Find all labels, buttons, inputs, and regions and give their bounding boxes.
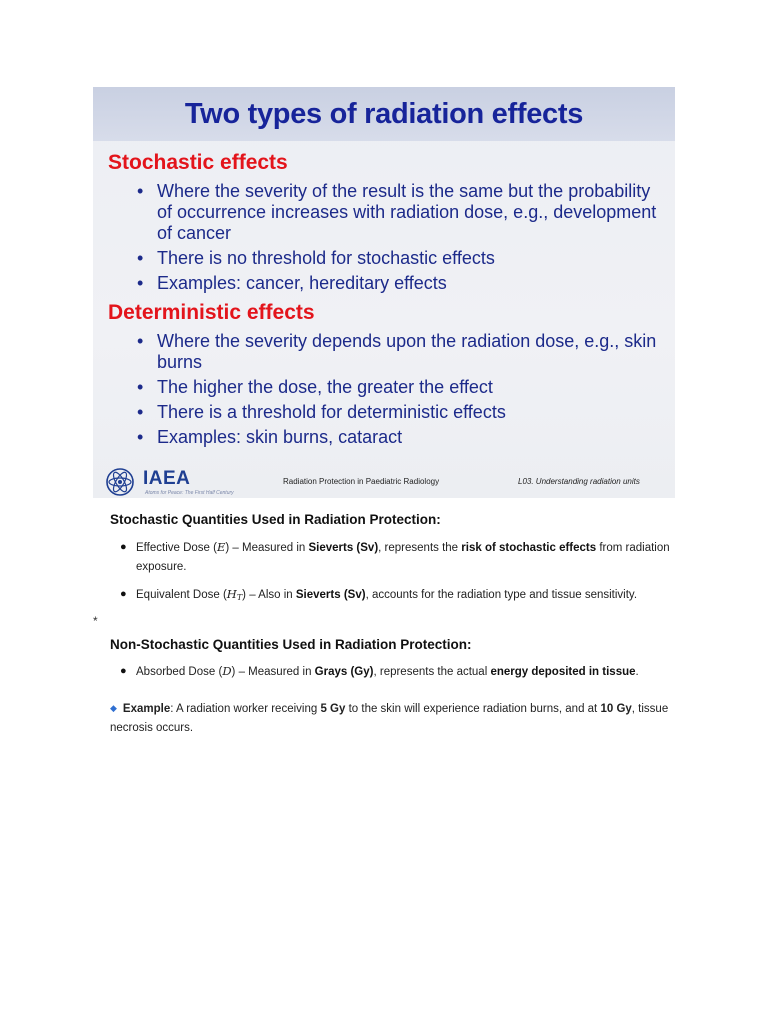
slide-footer-lecture: L03. Understanding radiation units bbox=[518, 477, 640, 486]
section-heading-stochastic: Stochastic effects bbox=[108, 151, 288, 174]
deterministic-bullet-list bbox=[137, 331, 667, 452]
non-stochastic-quantities-heading: Non-Stochastic Quantities Used in Radiation Protection: bbox=[110, 637, 472, 652]
stochastic-quantities-list bbox=[116, 538, 676, 607]
slide-bullet: • Examples: skin burns, cataract bbox=[137, 427, 403, 447]
slide-bullet: • Where the severity of the result is the same but the probability of occurrence increases with radiation dose, e.g., development of cancer bbox=[137, 181, 657, 243]
separator-asterisk: * bbox=[93, 614, 98, 628]
slide-bullet: • The higher the dose, the greater the effect bbox=[137, 377, 493, 397]
lecture-slide-image bbox=[93, 87, 675, 498]
diamond-icon: ◆ bbox=[110, 703, 117, 713]
list-item-equivalent-dose: ● Equivalent Dose $(H_T)$ – Also in Sieverts (Sv), accounts for the radiation type and tissue sensitivity. bbox=[120, 587, 638, 602]
slide-bullet: • Examples: cancer, hereditary effects bbox=[137, 273, 447, 293]
stochastic-quantities-heading: Stochastic Quantities Used in Radiation Protection: bbox=[110, 512, 441, 527]
iaea-logo-text: IAEA bbox=[143, 468, 191, 489]
slide-bullet: • There is a threshold for deterministic effects bbox=[137, 402, 506, 422]
iaea-atom-logo-icon bbox=[105, 467, 135, 497]
slide-footer-course: Radiation Protection in Paediatric Radiology bbox=[283, 477, 440, 486]
non-stochastic-quantities-list bbox=[116, 662, 676, 682]
list-item-absorbed-dose: ● Absorbed Dose (D) – Measured in Grays (Gy), represents the actual energy deposited in tissue. bbox=[120, 664, 639, 678]
stochastic-bullet-list bbox=[137, 181, 667, 298]
example-paragraph: ◆ Example: A radiation worker receiving 5 Gy to the skin will experience radiation burns, and at 10 Gy, tissue necrosis occurs. bbox=[110, 703, 669, 734]
iaea-tagline: Atoms for Peace: The First Half Century bbox=[145, 490, 234, 496]
slide-header bbox=[93, 87, 675, 141]
section-heading-deterministic: Deterministic effects bbox=[108, 301, 315, 324]
slide-footer bbox=[93, 464, 675, 498]
slide-title: Two types of radiation effects bbox=[184, 97, 584, 130]
slide-bullet: • Where the severity depends upon the radiation dose, e.g., skin burns bbox=[137, 331, 657, 372]
list-item-effective-dose: ● Effective Dose (E) – Measured in Sieverts (Sv), represents the risk of stochastic effects from radiation exposure. bbox=[120, 540, 670, 573]
slide-bullet: • There is no threshold for stochastic effects bbox=[137, 248, 495, 268]
